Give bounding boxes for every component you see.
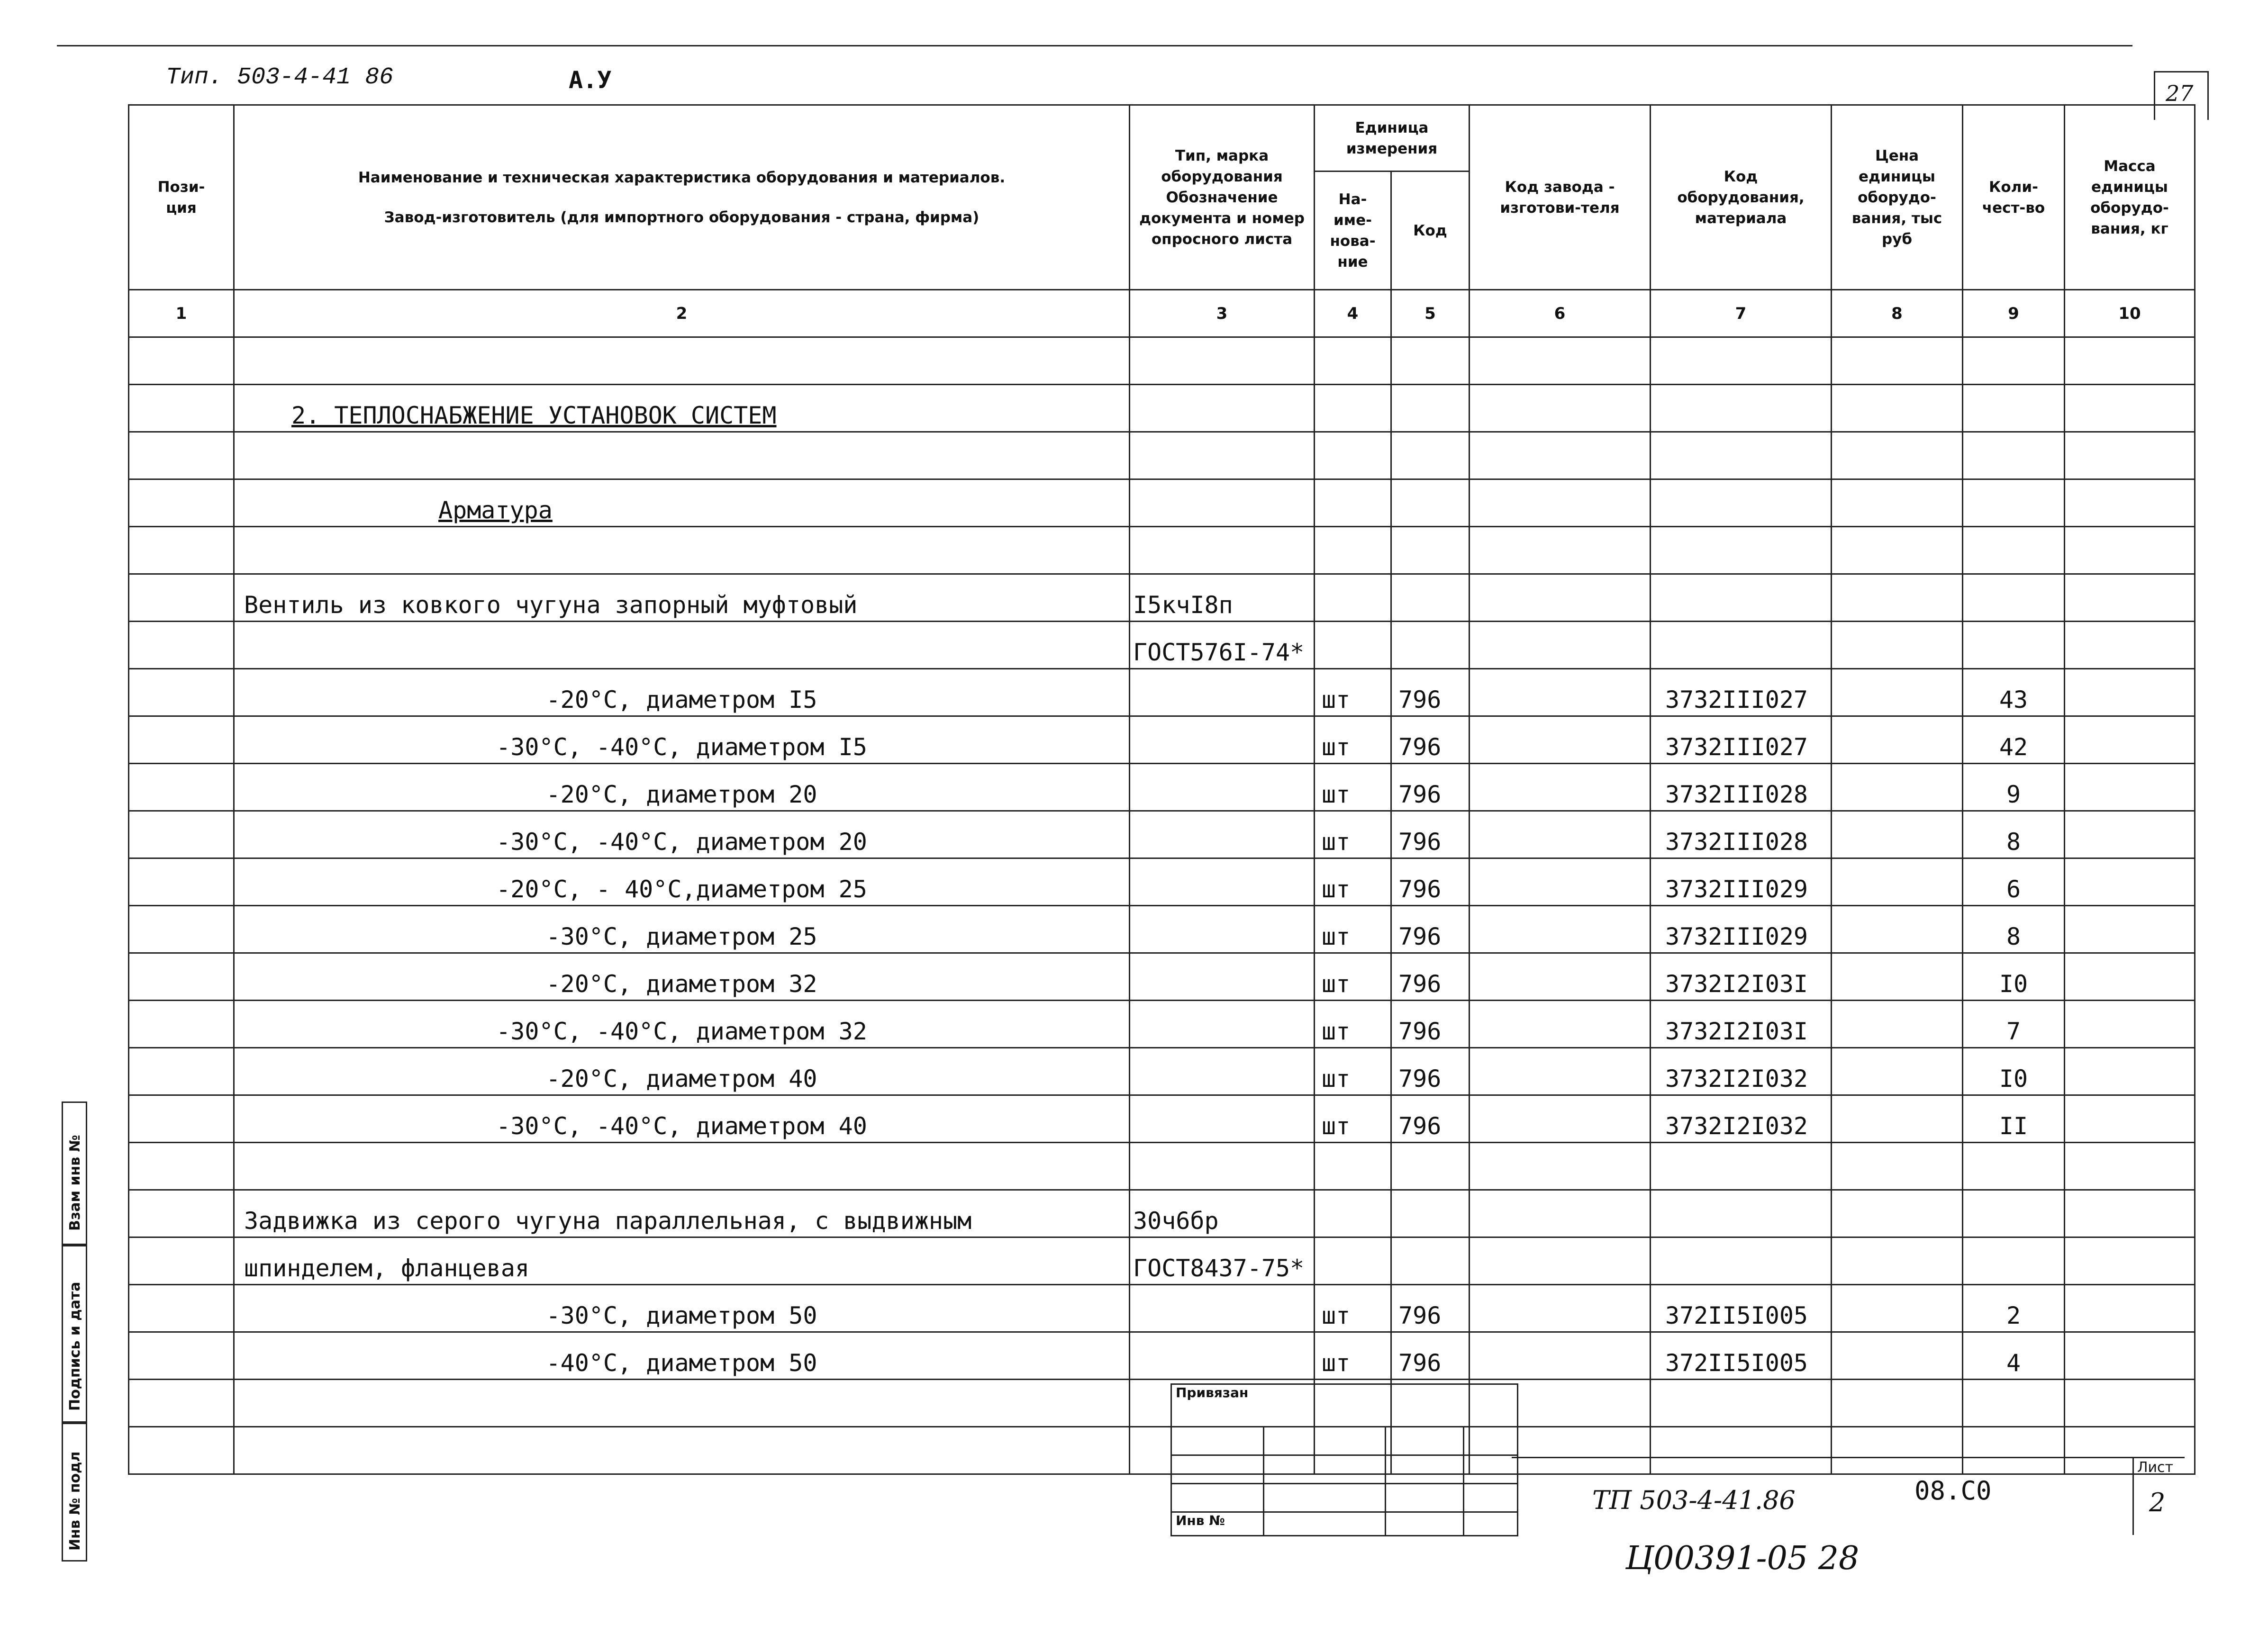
cell-price <box>1832 432 1963 479</box>
cell-price <box>1832 764 1963 811</box>
cell-mass <box>2065 432 2195 479</box>
cell-pos <box>129 385 234 432</box>
cell-code5 <box>1391 385 1470 432</box>
table-row <box>129 385 2195 432</box>
cell-unit <box>1315 385 1391 432</box>
cell-mark <box>1130 432 1315 479</box>
cell-code7 <box>1651 337 1832 385</box>
cell-price <box>1832 858 1963 906</box>
cell-code5: 796 <box>1391 1095 1470 1143</box>
side-cell-inv <box>62 1421 87 1562</box>
table-row <box>129 1237 2195 1285</box>
cell-factory <box>1470 337 1651 385</box>
cell-name: Вентиль из ковкого чугуна запорный муфтовый <box>234 574 1130 622</box>
side-label-inv: Инв № подл <box>67 1451 83 1551</box>
cell-code7: 3732III028 <box>1651 764 1832 811</box>
cell-factory <box>1470 1332 1651 1380</box>
cell-factory <box>1470 858 1651 906</box>
cell-name: -30°С, -40°С, диаметром I5 <box>234 716 1130 764</box>
cell-code5: 796 <box>1391 953 1470 1001</box>
cell-mark <box>1130 479 1315 527</box>
cell-unit: шт <box>1315 953 1391 1001</box>
cell-code5 <box>1391 622 1470 669</box>
col-header-type: Тип, марка оборудования Обозначение документа и номер опросного листа <box>1130 105 1315 290</box>
cell-code5: 796 <box>1391 811 1470 858</box>
cell-mark <box>1130 669 1315 716</box>
cell-factory <box>1470 574 1651 622</box>
cell-code7: 3732III028 <box>1651 811 1832 858</box>
cell-factory <box>1470 669 1651 716</box>
cell-pos <box>129 1048 234 1095</box>
cell-factory <box>1470 385 1651 432</box>
cell-code5: 796 <box>1391 906 1470 953</box>
cell-code7: 3732III029 <box>1651 906 1832 953</box>
col-header-name <box>234 105 1130 290</box>
stamp-inv-no: Инв № <box>1171 1512 1264 1536</box>
title-code: 08.С0 <box>1914 1476 1992 1506</box>
col-number: 4 <box>1315 290 1391 337</box>
cell-name: -40°С, диаметром 50 <box>234 1332 1130 1380</box>
cell-factory <box>1470 953 1651 1001</box>
cell-mass <box>2065 1143 2195 1190</box>
cell-mass <box>2065 574 2195 622</box>
cell-code7 <box>1651 1237 1832 1285</box>
cell-code7: 3732III027 <box>1651 716 1832 764</box>
cell-mass <box>2065 1332 2195 1380</box>
table-row <box>129 669 2195 716</box>
cell-code7: 3732I2I03I <box>1651 1001 1832 1048</box>
cell-mass <box>2065 1285 2195 1332</box>
col-header-quantity: Коли-чест-во <box>1963 105 2065 290</box>
cell-factory <box>1470 1237 1651 1285</box>
cell-mass <box>2065 811 2195 858</box>
cell-factory <box>1470 527 1651 574</box>
col-number: 7 <box>1651 290 1832 337</box>
cell-factory <box>1470 432 1651 479</box>
cell-qty <box>1963 574 2065 622</box>
sheet-number: 27 <box>2166 81 2194 106</box>
cell-qty: 43 <box>1963 669 2065 716</box>
cell-mark <box>1130 858 1315 906</box>
cell-mass <box>2065 527 2195 574</box>
cell-qty: 8 <box>1963 906 2065 953</box>
cell-unit: шт <box>1315 906 1391 953</box>
table-row <box>129 337 2195 385</box>
col-header-mass: Масса единицы оборудо-вания, кг <box>2065 105 2195 290</box>
col-header-unit-group: Единица измерения <box>1315 105 1470 172</box>
cell-factory <box>1470 1143 1651 1190</box>
cell-qty: 8 <box>1963 811 2065 858</box>
cell-mass <box>2065 1380 2195 1427</box>
cell-price <box>1832 669 1963 716</box>
cell-qty <box>1963 432 2065 479</box>
cell-factory <box>1470 622 1651 669</box>
table-row <box>129 1095 2195 1143</box>
table-row <box>129 1332 2195 1380</box>
cell-code5 <box>1391 432 1470 479</box>
cell-code5 <box>1391 479 1470 527</box>
cell-factory <box>1470 1048 1651 1095</box>
cell-mark: 30ч6бр <box>1130 1190 1315 1237</box>
cell-price <box>1832 1285 1963 1332</box>
cell-pos <box>129 622 234 669</box>
cell-mass <box>2065 1048 2195 1095</box>
side-label-podpis: Подпись и дата <box>67 1282 83 1411</box>
cell-unit: шт <box>1315 811 1391 858</box>
doc-reference: Тип. 503-4-41 86 <box>166 64 394 91</box>
cell-price <box>1832 385 1963 432</box>
cell-mass <box>2065 622 2195 669</box>
cell-mark <box>1130 337 1315 385</box>
cell-qty <box>1963 1190 2065 1237</box>
specification-table <box>128 104 2195 1475</box>
cell-unit <box>1315 337 1391 385</box>
cell-price <box>1832 1095 1963 1143</box>
cell-unit: шт <box>1315 716 1391 764</box>
cell-mass <box>2065 764 2195 811</box>
title-sheet-label: Лист <box>2137 1459 2174 1476</box>
cell-code7 <box>1651 574 1832 622</box>
cell-unit: шт <box>1315 1001 1391 1048</box>
cell-name: Арматура <box>234 479 1130 527</box>
table-row <box>129 716 2195 764</box>
cell-mass <box>2065 337 2195 385</box>
cell-pos <box>129 479 234 527</box>
cell-name <box>234 527 1130 574</box>
cell-code5 <box>1391 574 1470 622</box>
col-header-price: Цена единицы оборудо-вания, тыс руб <box>1832 105 1963 290</box>
cell-name: -20°С, диаметром 32 <box>234 953 1130 1001</box>
cell-code5: 796 <box>1391 1001 1470 1048</box>
cell-mark <box>1130 1332 1315 1380</box>
cell-pos <box>129 1380 234 1427</box>
cell-code7: 3732I2I032 <box>1651 1095 1832 1143</box>
cell-unit <box>1315 574 1391 622</box>
cell-mass <box>2065 953 2195 1001</box>
cell-name: -20°С, диаметром 20 <box>234 764 1130 811</box>
archive-reference: Ц00391-05 28 <box>1625 1540 1860 1577</box>
cell-qty: 7 <box>1963 1001 2065 1048</box>
cell-qty: 6 <box>1963 858 2065 906</box>
cell-factory <box>1470 764 1651 811</box>
stamp-privyazan: Привязан <box>1171 1384 1518 1427</box>
cell-factory <box>1470 1285 1651 1332</box>
cell-qty <box>1963 1380 2065 1427</box>
cell-factory <box>1470 1001 1651 1048</box>
cell-pos <box>129 1001 234 1048</box>
cell-pos <box>129 527 234 574</box>
col-number: 9 <box>1963 290 2065 337</box>
cell-code5 <box>1391 527 1470 574</box>
cell-name: -30°С, -40°С, диаметром 32 <box>234 1001 1130 1048</box>
table-row <box>129 479 2195 527</box>
cell-price <box>1832 1332 1963 1380</box>
binding-stamp <box>1170 1383 1518 1536</box>
cell-mark <box>1130 906 1315 953</box>
cell-qty <box>1963 527 2065 574</box>
cell-name: шпинделем, фланцевая <box>234 1237 1130 1285</box>
col-header-position: Пози- ция <box>129 105 234 290</box>
cell-mass <box>2065 1237 2195 1285</box>
cell-price <box>1832 622 1963 669</box>
cell-code5 <box>1391 1143 1470 1190</box>
table-row <box>129 1190 2195 1237</box>
table-row <box>129 764 2195 811</box>
cell-factory <box>1470 716 1651 764</box>
cell-unit: шт <box>1315 764 1391 811</box>
cell-pos <box>129 574 234 622</box>
cell-mass <box>2065 906 2195 953</box>
cell-name: Задвижка из серого чугуна параллельная, с выдвижным <box>234 1190 1130 1237</box>
cell-pos <box>129 1237 234 1285</box>
cell-code7: 3732III027 <box>1651 669 1832 716</box>
cell-price <box>1832 716 1963 764</box>
cell-price <box>1832 1380 1963 1427</box>
cell-factory <box>1470 811 1651 858</box>
cell-mark <box>1130 1095 1315 1143</box>
col-number: 10 <box>2065 290 2195 337</box>
cell-unit <box>1315 432 1391 479</box>
cell-price <box>1832 1001 1963 1048</box>
cell-unit: шт <box>1315 1285 1391 1332</box>
cell-mass <box>2065 1095 2195 1143</box>
cell-qty: I0 <box>1963 953 2065 1001</box>
cell-price <box>1832 337 1963 385</box>
cell-name <box>234 1380 1130 1427</box>
cell-pos <box>129 764 234 811</box>
cell-mass <box>2065 479 2195 527</box>
cell-name: 2. ТЕПЛОСНАБЖЕНИЕ УСТАНОВОК СИСТЕМ <box>234 385 1130 432</box>
cell-price <box>1832 1190 1963 1237</box>
cell-mass <box>2065 716 2195 764</box>
table-row <box>129 1285 2195 1332</box>
col-header-factory-code: Код завода - изготови-теля <box>1470 105 1651 290</box>
cell-code7: 372II5I005 <box>1651 1332 1832 1380</box>
cell-name: -20°С, диаметром I5 <box>234 669 1130 716</box>
cell-mark <box>1130 1143 1315 1190</box>
table-row <box>129 858 2195 906</box>
cell-name <box>234 622 1130 669</box>
top-rule <box>57 45 2132 46</box>
cell-code5: 796 <box>1391 716 1470 764</box>
cell-pos <box>129 1332 234 1380</box>
cell-pos <box>129 953 234 1001</box>
table-row <box>129 811 2195 858</box>
cell-unit: шт <box>1315 669 1391 716</box>
col-number: 6 <box>1470 290 1651 337</box>
cell-price <box>1832 527 1963 574</box>
cell-mark <box>1130 385 1315 432</box>
cell-name: -30°С, диаметром 25 <box>234 906 1130 953</box>
cell-code7 <box>1651 1190 1832 1237</box>
cell-mark <box>1130 1001 1315 1048</box>
table-row <box>129 1001 2195 1048</box>
cell-code5: 796 <box>1391 764 1470 811</box>
col-header-name-line1: Наименование и техническая характеристика оборудования и материалов. <box>358 169 1006 186</box>
cell-code7: 3732I2I03I <box>1651 953 1832 1001</box>
cell-price <box>1832 1143 1963 1190</box>
cell-pos <box>129 1143 234 1190</box>
cell-mark <box>1130 527 1315 574</box>
col-header-unit-name: На-име-нова-ние <box>1315 172 1391 290</box>
table-row <box>129 432 2195 479</box>
cell-mass <box>2065 858 2195 906</box>
cell-name: -30°С, диаметром 50 <box>234 1285 1130 1332</box>
cell-price <box>1832 479 1963 527</box>
cell-mark: I5кчI8п <box>1130 574 1315 622</box>
cell-qty: II <box>1963 1095 2065 1143</box>
cell-qty <box>1963 337 2065 385</box>
cell-pos <box>129 858 234 906</box>
col-number: 3 <box>1130 290 1315 337</box>
cell-price <box>1832 811 1963 858</box>
cell-code7: 3732I2I032 <box>1651 1048 1832 1095</box>
cell-name <box>234 1143 1130 1190</box>
cell-code5 <box>1391 1237 1470 1285</box>
table-row <box>129 1380 2195 1427</box>
cell-unit <box>1315 1143 1391 1190</box>
cell-pos <box>129 1095 234 1143</box>
cell-code7 <box>1651 432 1832 479</box>
cell-name: -20°С, диаметром 40 <box>234 1048 1130 1095</box>
cell-unit: шт <box>1315 1332 1391 1380</box>
cell-name: -20°С, - 40°С,диаметром 25 <box>234 858 1130 906</box>
cell-qty: 9 <box>1963 764 2065 811</box>
cell-qty: 2 <box>1963 1285 2065 1332</box>
cell-mark <box>1130 953 1315 1001</box>
table-row <box>129 574 2195 622</box>
cell-price <box>1832 953 1963 1001</box>
cell-code5: 796 <box>1391 858 1470 906</box>
cell-unit <box>1315 1190 1391 1237</box>
title-sheet-number: 2 <box>2149 1488 2166 1517</box>
table-row <box>129 622 2195 669</box>
cell-qty <box>1963 385 2065 432</box>
cell-mass <box>2065 669 2195 716</box>
cell-unit <box>1315 622 1391 669</box>
col-header-equip-code: Код оборудования, материала <box>1651 105 1832 290</box>
cell-price <box>1832 1237 1963 1285</box>
col-number: 8 <box>1832 290 1963 337</box>
cell-pos <box>129 1427 234 1474</box>
cell-unit: шт <box>1315 1095 1391 1143</box>
side-cell-podpis <box>62 1244 87 1424</box>
cell-pos <box>129 669 234 716</box>
cell-mark <box>1130 1048 1315 1095</box>
col-header-unit-code: Код <box>1391 172 1470 290</box>
cell-mark <box>1130 716 1315 764</box>
cell-factory <box>1470 906 1651 953</box>
cell-factory <box>1470 479 1651 527</box>
table-row <box>129 1048 2195 1095</box>
cell-code7 <box>1651 479 1832 527</box>
cell-pos <box>129 1285 234 1332</box>
table-row <box>129 527 2195 574</box>
cell-qty: 42 <box>1963 716 2065 764</box>
cell-name: -30°С, -40°С, диаметром 40 <box>234 1095 1130 1143</box>
cell-mass <box>2065 1190 2195 1237</box>
cell-code5 <box>1391 337 1470 385</box>
cell-mass <box>2065 385 2195 432</box>
cell-code5: 796 <box>1391 669 1470 716</box>
cell-mark <box>1130 1285 1315 1332</box>
cell-code7 <box>1651 1380 1832 1427</box>
cell-pos <box>129 716 234 764</box>
cell-unit <box>1315 1237 1391 1285</box>
cell-code7 <box>1651 622 1832 669</box>
cell-code5: 796 <box>1391 1285 1470 1332</box>
cell-qty: 4 <box>1963 1332 2065 1380</box>
cell-qty <box>1963 1143 2065 1190</box>
table-row <box>129 1143 2195 1190</box>
cell-unit <box>1315 527 1391 574</box>
cell-price <box>1832 574 1963 622</box>
cell-code5 <box>1391 1190 1470 1237</box>
cell-factory <box>1470 1190 1651 1237</box>
cell-code7 <box>1651 527 1832 574</box>
title-designation: ТП 503-4-41.86 <box>1592 1485 1796 1515</box>
cell-code7: 372II5I005 <box>1651 1285 1832 1332</box>
cell-name: -30°С, -40°С, диаметром 20 <box>234 811 1130 858</box>
table-row <box>129 906 2195 953</box>
cell-unit: шт <box>1315 1048 1391 1095</box>
col-header-name-line2: Завод-изготовитель (для импортного оборудования - страна, фирма) <box>384 208 980 226</box>
cell-code5: 796 <box>1391 1332 1470 1380</box>
cell-mark: ГОСТ576I-74* <box>1130 622 1315 669</box>
cell-pos <box>129 1190 234 1237</box>
doc-mark: А.У <box>569 66 612 94</box>
cell-qty <box>1963 479 2065 527</box>
col-number: 2 <box>234 290 1130 337</box>
cell-name <box>234 432 1130 479</box>
side-label-vzam: Взам инв № <box>67 1135 83 1231</box>
cell-name <box>234 337 1130 385</box>
table-body <box>129 337 2195 1474</box>
table-row <box>129 953 2195 1001</box>
cell-code7 <box>1651 1143 1832 1190</box>
cell-pos <box>129 337 234 385</box>
col-number: 5 <box>1391 290 1470 337</box>
cell-code7 <box>1651 385 1832 432</box>
col-number: 1 <box>129 290 234 337</box>
cell-mass <box>2065 1001 2195 1048</box>
cell-qty <box>1963 622 2065 669</box>
cell-qty: I0 <box>1963 1048 2065 1095</box>
cell-price <box>1832 906 1963 953</box>
cell-mark <box>1130 811 1315 858</box>
cell-name <box>234 1427 1130 1474</box>
cell-mark: ГОСТ8437-75* <box>1130 1237 1315 1285</box>
cell-price <box>1832 1048 1963 1095</box>
cell-pos <box>129 432 234 479</box>
cell-unit <box>1315 479 1391 527</box>
cell-code5: 796 <box>1391 1048 1470 1095</box>
cell-code7: 3732III029 <box>1651 858 1832 906</box>
cell-mark <box>1130 764 1315 811</box>
cell-pos <box>129 811 234 858</box>
cell-factory <box>1470 1095 1651 1143</box>
cell-qty <box>1963 1237 2065 1285</box>
cell-unit: шт <box>1315 858 1391 906</box>
side-cell-vzam <box>62 1101 87 1246</box>
cell-pos <box>129 906 234 953</box>
